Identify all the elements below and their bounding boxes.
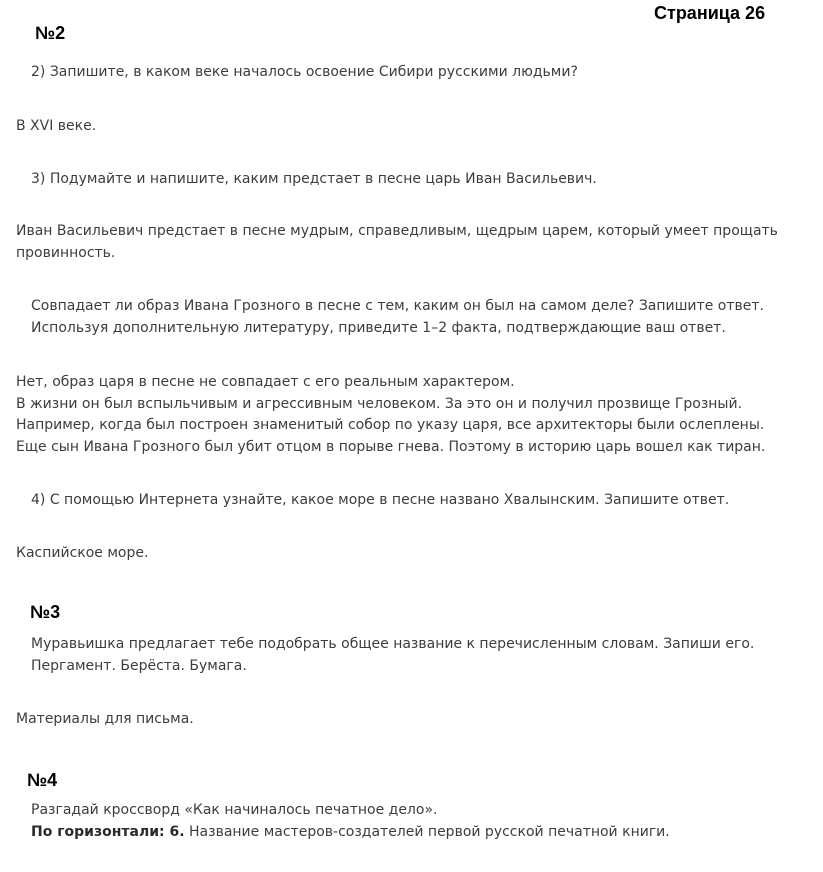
question-line: Пергамент. Берёста. Бумага. (31, 657, 247, 674)
question-2-4: 4) С помощью Интернета узнайте, какое море в песне названо Хвалынским. Запишите ответ. (31, 492, 730, 508)
answer-2-4: Каспийское море. (16, 545, 149, 561)
task-4 (31, 800, 670, 843)
question-2-extra (31, 296, 764, 339)
answer-2-2: В XVI веке. (16, 118, 97, 134)
answer-line: Например, когда был построен знаменитый собор по указу царя, все архитекторы были ослеплены. (16, 417, 765, 433)
page-number: Страница 26 (654, 3, 766, 23)
answer-line: В жизни он был вспыльчивым и агрессивным человеком. За это он и получил прозвище Грозный. (16, 395, 743, 412)
question-3 (31, 634, 754, 677)
section-heading-2: №2 (35, 23, 66, 43)
section-heading-3: №3 (30, 602, 61, 622)
clue-label: По горизонтали: 6. (31, 823, 185, 840)
question-2-3: 3) Подумайте и напишите, каким предстает в песне царь Иван Васильевич. (31, 171, 597, 187)
answer-line: Еще сын Ивана Грозного был убит отцом в порыве гнева. Поэтому в историю царь вошел как тиран. (16, 438, 766, 455)
answer-2-extra (16, 372, 765, 458)
question-line: Совпадает ли образ Ивана Грозного в песне с тем, каким он был на самом деле? Запишите ответ. (31, 298, 764, 314)
answer-line: Иван Васильевич предстает в песне мудрым, справедливым, щедрым царем, который умеет прощать (16, 223, 778, 239)
question-2-2: 2) Запишите, в каком веке началось освоение Сибири русскими людьми? (31, 64, 578, 80)
question-line: Используя дополнительную литературу, приведите 1–2 факта, подтверждающие ваш ответ. (31, 319, 726, 336)
question-line: Муравьишка предлагает тебе подобрать общее название к перечисленным словам. Запиши его. (31, 636, 755, 652)
answer-2-3 (16, 221, 778, 264)
task-intro: Разгадай кроссворд «Как начиналось печатное дело». (31, 802, 438, 818)
section-heading-4: №4 (27, 770, 58, 790)
answer-line: провинность. (16, 244, 116, 261)
answer-line: Нет, образ царя в песне не совпадает с его реальным характером. (16, 374, 515, 390)
clue-text: Название мастеров-создателей первой русской печатной книги. (184, 823, 670, 840)
crossword-clue (31, 822, 670, 844)
answer-3: Материалы для письма. (16, 711, 194, 727)
